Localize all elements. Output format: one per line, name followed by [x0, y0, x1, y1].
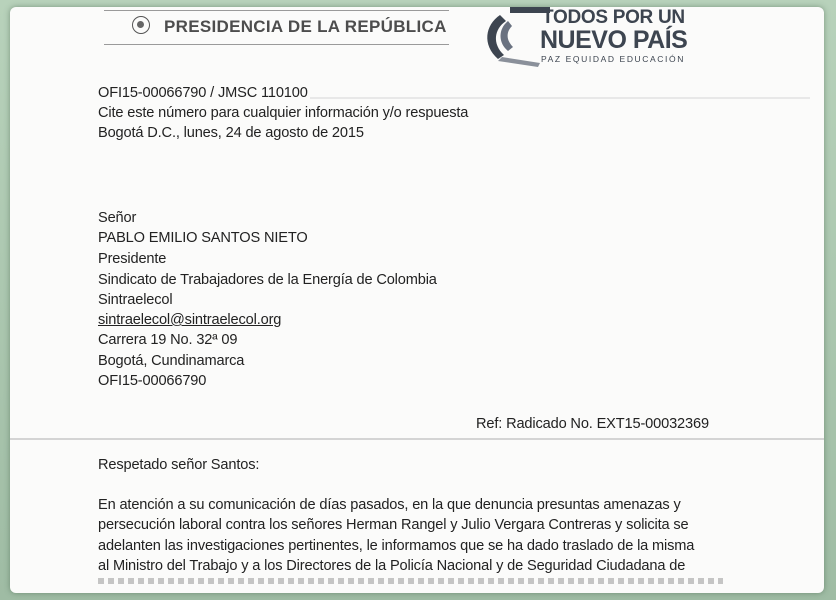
recipient-email-link[interactable]: sintraelecol@sintraelecol.org — [98, 312, 282, 328]
presidency-title: PRESIDENCIA DE LA REPÚBLICA — [164, 17, 447, 36]
slogan-line-1: TODOS POR UN — [542, 7, 685, 28]
header-rule-bottom — [104, 44, 449, 45]
scan-artifact — [310, 97, 810, 99]
date-line: Bogotá D.C., lunes, 24 de agosto de 2015 — [98, 125, 364, 141]
body-paragraph — [98, 495, 723, 576]
coat-of-arms-icon — [132, 16, 150, 34]
recipient-organization: Sindicato de Trabajadores de la Energía de Colombia — [98, 272, 437, 288]
recipient-short-name: Sintraelecol — [98, 292, 173, 308]
office-number: OFI15-00066790 / JMSC 110100 — [98, 85, 308, 101]
recipient-salutation: Señor — [98, 210, 137, 226]
scan-artifact — [10, 438, 824, 440]
greeting: Respetado señor Santos: — [98, 457, 260, 473]
body-line: adelanten las investigaciones pertinentes, le informamos que se ha dado traslado de la misma — [98, 537, 695, 554]
slogan-line-2: NUEVO PAÍS — [540, 26, 688, 54]
cite-note: Cite este número para cualquier información y/o respuesta — [98, 105, 469, 121]
ref-radicado: Ref: Radicado No. EXT15-00032369 — [476, 416, 709, 432]
recipient-name: PABLO EMILIO SANTOS NIETO — [98, 230, 308, 246]
cut-off-text-line — [98, 578, 723, 584]
recipient-city: Bogotá, Cundinamarca — [98, 353, 245, 369]
body-line: En atención a su comunicación de días pasados, en la que denuncia presuntas amenazas y — [98, 497, 681, 513]
recipient-role: Presidente — [98, 251, 167, 267]
recipient-address: Carrera 19 No. 32ª 09 — [98, 332, 238, 348]
body-line: al Ministro del Trabajo y a los Directores de la Policía Nacional y de Seguridad Ciudadana de — [98, 557, 686, 574]
slogan-line-3: PAZ EQUIDAD EDUCACIÓN — [541, 54, 685, 64]
header-rule-top — [104, 10, 449, 11]
recipient-ref-number: OFI15-00066790 — [98, 373, 207, 389]
body-line: persecución laboral contra los señores Herman Rangel y Julio Vergara Contreras y solicita se — [98, 517, 689, 534]
letter-page — [10, 7, 824, 593]
